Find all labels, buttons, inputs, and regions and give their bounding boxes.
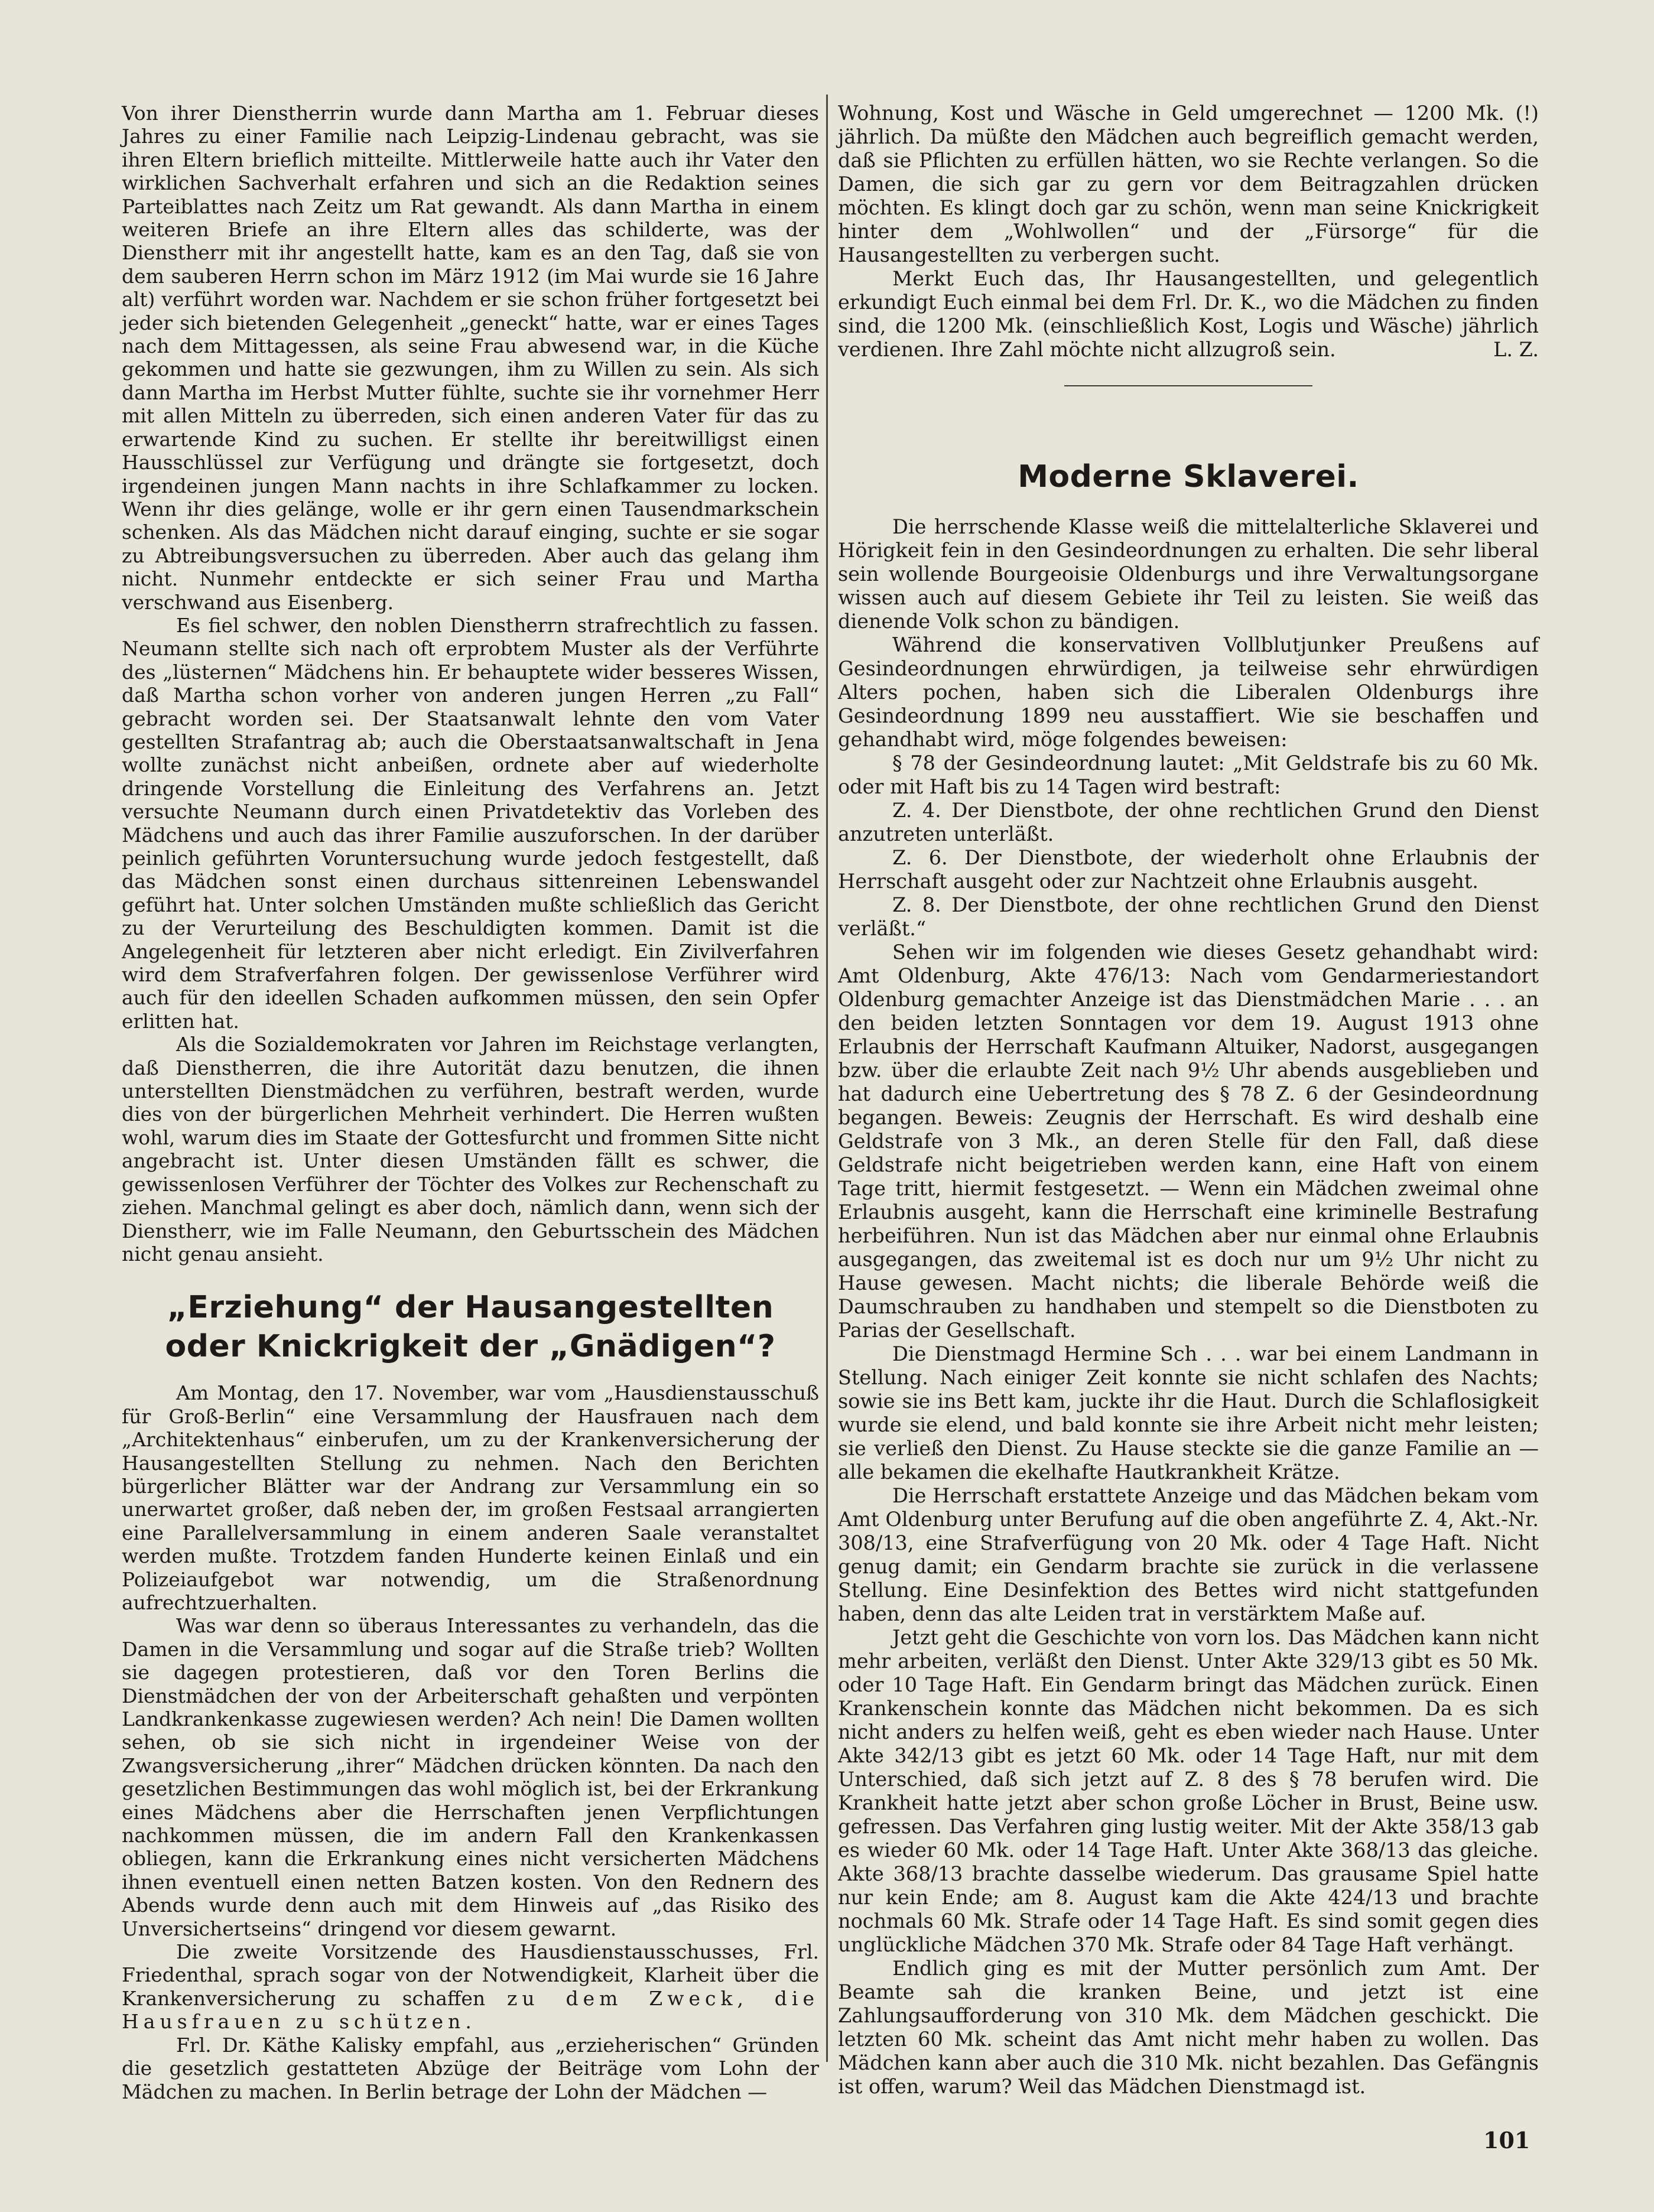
article-paragraph: Am Montag, den 17. November, war vom „Hausdienstausschuß für Groß-Berlin“ eine Versammlung der Hausfrauen nach dem „Architektenhaus“ einberufen, um zu der Krankenversicherung der Hausangestellten Stellung zu nehmen. Nach den Berichten bürgerlicher Blätter war der Andrang zur Versammlung ein so unerwartet großer, daß neben der, im großen Festsaal arrangierten eine Parallelversammlung in einem anderen Saale veranstaltet werden mußte. Trotzdem fanden Hunderte keinen Einlaß und ein Polizeiaufgebot war notwendig, um die Straßenordnung aufrechtzuerhalten. <box>122 1381 819 1614</box>
article-paragraph <box>838 267 1539 362</box>
article-paragraph: Z. 6. Der Dienstbote, der wiederholt ohne Erlaubnis der Herrschaft ausgeht oder zur Nachtzeit ohne Erlaubnis ausgeht. <box>838 846 1539 893</box>
article-paragraph: Die herrschende Klasse weiß die mittelalterliche Sklaverei und Hörigkeit fein in den Gesindeordnungen zu erhalten. Die sehr liberal sein wollende Bourgeoisie Oldenburgs und ihre Verwaltungsorgane wissen auch auf diesem Gebiete ihr Teil zu leisten. Sie weiß das dienende Volk schon zu bändigen. <box>838 515 1539 633</box>
article-paragraph: Es fiel schwer, den noblen Dienstherrn strafrechtlich zu fassen. Neumann stellte sich nach oft erprobtem Muster als der Verführte des „lüsternen“ Mädchens hin. Er behauptete wider besseres Wissen, daß Martha schon vorher von anderen jungen Herren „zu Fall“ gebracht worden sei. Der Staatsanwalt lehnte den vom Vater gestellten Strafantrag ab; auch die Oberstaatsanwaltschaft in Jena wollte zunächst nicht anbeißen, ordnete aber auf wiederholte dringende Vorstellung die Einleitung des Verfahrens an. Jetzt versuchte Neumann durch einen Privatdetektiv das Vorleben des Mädchens und auch das ihrer Familie auszuforschen. In der darüber peinlich geführten Voruntersuchung wurde jedoch festgestellt, daß das Mädchen sonst einen durchaus sittenreinen Lebenswandel geführt hat. Unter solchen Umständen mußte schließlich das Gericht zu der Verurteilung des Beschuldigten kommen. Damit ist die Angelegenheit für letzteren aber nicht erledigt. Ein Zivilverfahren wird dem Strafverfahren folgen. Der gewissenlose Verführer wird auch für den ideellen Schaden aufkommen müssen, den sein Opfer erlitten hat. <box>122 613 819 1033</box>
article-paragraph: Z. 8. Der Dienstbote, der ohne rechtlichen Grund den Dienst verläßt.“ <box>838 893 1539 940</box>
article-paragraph <box>122 1940 819 2034</box>
section-separator <box>1064 385 1312 386</box>
article-headline: „Erziehung“ der Hausangestellten oder Knickrigkeit der „Gnädigen“? <box>165 1290 776 1365</box>
column-divider <box>826 95 828 2062</box>
article-paragraph: Endlich ging es mit der Mutter persönlich zum Amt. Der Beamte sah die kranken Beine, und jetzt ist eine Zahlungsaufforderung von 310 Mk. dem Mädchen geschickt. Die letzten 60 Mk. scheint das Amt nicht mehr haben zu wollen. Das Mädchen kann aber auch die 310 Mk. nicht bezahlen. Das Gefängnis ist offen, warum? Weil das Mädchen Dienstmagd ist. <box>838 1957 1539 2098</box>
article-paragraph: Während die konservativen Vollblutjunker Preußens auf Gesindeordnungen ehrwürdigen, ja teilweise sehr ehrwürdigen Alters pochen, haben sich die Liberalen Oldenburgs ihre Gesindeordnung 1899 neu ausstaffiert. Wie sie beschaffen und gehandhabt wird, möge folgendes beweisen: <box>838 633 1539 751</box>
spaced-phrase: zu dem Zweck, die Hausfrauen zu schützen. <box>122 1986 820 2034</box>
right-column <box>838 102 1539 2099</box>
article-paragraph: § 78 der Gesindeordnung lautet: „Mit Geldstrafe bis zu 60 Mk. oder mit Haft bis zu 14 Tagen wird bestraft: <box>838 752 1539 798</box>
article-paragraph: Jetzt geht die Geschichte von vorn los. Das Mädchen kann nicht mehr arbeiten, verläßt den Dienst. Unter Akte 329/13 gibt es 50 Mk. oder 10 Tage Haft. Ein Gendarm bringt das Mädchen zurück. Einen Krankenschein konnte das Mädchen nicht bekommen. Da es sich nicht anders zu helfen weiß, geht es eben wieder nach Hause. Unter Akte 342/13 gibt es jetzt 60 Mk. oder 14 Tage Haft, nur mit dem Unterschied, daß sich jetzt auf Z. 8 des § 78 berufen wird. Die Krankheit hatte jetzt aber schon große Löcher in Brust, Beine usw. gefressen. Das Verfahren ging lustig weiter. Mit der Akte 358/13 gab es wieder 60 Mk. oder 14 Tage Haft. Unter Akte 368/13 das gleiche. Akte 368/13 brachte dasselbe wiederum. Das grausame Spiel hatte nur kein Ende; am 8. August kam die Akte 424/13 und brachte nochmals 60 Mk. Strafe oder 14 Tage Haft. Es sind somit gegen dies unglückliche Mädchen 370 Mk. Strafe oder 84 Tage Haft verhängt. <box>838 1626 1539 1956</box>
article-paragraph: Sehen wir im folgenden wie dieses Gesetz gehandhabt wird: Amt Oldenburg, Akte 476/13: Nach vom Gendarmeriestandort Oldenburg gemachter Anzeige ist das Dienstmädchen Marie . . . an den beiden letzten Sonntagen vor dem 19. August 1913 ohne Erlaubnis der Herrschaft Kaufmann Altuiker, Nadorst, ausgegangen bzw. über die erlaubte Zeit nach 9½ Uhr abends ausgeblieben und hat dadurch eine Uebertretung des § 78 Z. 6 der Gesindeordnung begangen. Beweis: Zeugnis der Herrschaft. Es wird deshalb eine Geldstrafe von 3 Mk., an deren Stelle für den Fall, daß diese Geldstrafe nicht beigetrieben werden kann, eine Haft von einem Tage tritt, hiermit festgesetzt. — Wenn ein Mädchen zweimal ohne Erlaubnis ausgeht, kann die Herrschaft eine kriminelle Bestrafung herbeiführen. Nun ist das Mädchen aber nur einmal ohne Erlaubnis ausgegangen, das zweitemal ist es doch nur um 9½ Uhr nicht zu Hause gewesen. Macht nichts; die liberale Behörde weiß die Daumschrauben zu handhaben und stempelt so die Dienstboten zu Parias der Gesellschaft. <box>838 941 1539 1342</box>
page-number: 101 <box>1483 2127 1530 2154</box>
article-paragraph: Von ihrer Dienstherrin wurde dann Martha am 1. Februar dieses Jahres zu einer Familie nach Leipzig-Lindenau gebracht, was sie ihren Eltern brieflich mitteilte. Mittlerweile hatte auch ihr Vater den wirklichen Sachverhalt erfahren und sich an die Redaktion seines Parteiblattes nach Zeitz um Rat gewandt. Als dann Martha in einem weiteren Briefe an ihre Eltern alles das schilderte, was der Dienstherr mit ihr angestellt hatte, kam es an den Tag, daß sie von dem sauberen Herrn schon im März 1912 (im Mai wurde sie 16 Jahre alt) verführt worden war. Nachdem er sie schon früher fortgesetzt bei jeder sich bietenden Gelegenheit „geneckt“ hatte, war er eines Tages nach dem Mittagessen, als seine Frau abwesend war, in die Küche gekommen und hatte sie gezwungen, ihm zu Willen zu sein. Als sich dann Martha im Herbst Mutter fühlte, suchte sie ihr vornehmer Herr mit allen Mitteln zu überreden, sich einen anderen Vater für das zu erwartende Kind zu suchen. Er stellte ihr bereitwilligst einen Hausschlüssel zur Verfügung und drängte sie fortgesetzt, doch irgendeinen jungen Mann nachts in ihre Schlafkammer zu locken. Wenn ihr dies gelänge, wolle er ihr gern einen Tausendmarkschein schenken. Als das Mädchen nicht darauf einging, suchte er sie sogar zu Abtreibungsversuchen zu überreden. Aber auch das gelang ihm nicht. Nunmehr entdeckte er sich seiner Frau und Martha verschwand aus Eisenberg. <box>122 102 819 614</box>
article-headline: Moderne Sklaverei. <box>1018 459 1359 495</box>
author-signature: L. Z. <box>1493 338 1539 361</box>
article-paragraph: Die Dienstmagd Hermine Sch . . . war bei einem Landmann in Stellung. Nach einiger Zeit konnte sie nicht schlafen des Nachts; sowie sie ins Bett kam, juckte ihr die Haut. Durch die Schlaflosigkeit wurde sie elend, und bald konnte sie ihre Arbeit nicht mehr leisten; sie verließ den Dienst. Zu Hause steckte sie die ganze Familie an — alle bekamen die ekelhafte Hautkrankheit Krätze. <box>838 1342 1539 1484</box>
paragraph-text: Merkt Euch das, Ihr Hausangestellten, und gelegentlich erkundigt Euch einmal bei dem Frl. Dr. K., wo die Mädchen zu finden sind, die 1200 Mk. (einschließlich Kost, Logis und Wäsche) jährlich verdienen. Ihre Zahl möchte nicht allzugroß sein. <box>838 267 1539 361</box>
article-paragraph: Was war denn so überaus Interessantes zu verhandeln, das die Damen in die Versammlung und sogar auf die Straße trieb? Wollten sie dagegen protestieren, daß vor den Toren Berlins die Dienstmädchen der von der Arbeiterschaft gehaßten und verpönten Landkrankenkasse zugewiesen werden? Ach nein! Die Damen wollten sehen, ob sie sich nicht in irgendeiner Weise von der Zwangsversicherung „ihrer“ Mädchen drücken könnten. Da nach den gesetzlichen Bestimmungen das wohl möglich ist, bei der Erkrankung eines Mädchens aber die Herrschaften jenen Verpflichtungen nachkommen müssen, die im andern Fall den Krankenkassen obliegen, kann die Erkrankung eines nicht versicherten Mädchens ihnen eventuell einen netten Batzen kosten. Von den Rednern des Abends wurde denn auch mit dem Hinweis auf „das Risiko des Unversichertseins“ dringend vor diesem gewarnt. <box>122 1614 819 1940</box>
article-paragraph: Als die Sozialdemokraten vor Jahren im Reichstage verlangten, daß Dienstherren, die ihre Autorität dazu benutzen, die ihnen unterstellten Dienstmädchen zu verführen, bestraft werden, wurde dies von der bürgerlichen Mehrheit verhindert. Die Herren wußten wohl, warum dies im Staate der Gottesfurcht und frommen Sitte nicht angebracht ist. Unter diesen Umständen fällt es schwer, die gewissenlosen Verführer der Töchter des Volkes zur Rechenschaft zu ziehen. Manchmal gelingt es aber doch, nämlich dann, wenn sich der Dienstherr, wie im Falle Neumann, den Geburtsschein des Mädchen nicht genau ansieht. <box>122 1033 819 1266</box>
article-paragraph: Wohnung, Kost und Wäsche in Geld umgerechnet — 1200 Mk. (!) jährlich. Da müßte den Mädchen auch begreiflich gemacht werden, daß sie Pflichten zu erfüllen hätten, wo sie Rechte verlangen. So die Damen, die sich gar zu gern vor dem Beitragzahlen drücken möchten. Es klingt doch gar zu schön, wenn man seine Knickrigkeit hinter dem „Wohlwollen“ und der „Fürsorge“ für die Hausangestellten zu verbergen sucht. <box>838 102 1539 266</box>
article-paragraph: Die Herrschaft erstattete Anzeige und das Mädchen bekam vom Amt Oldenburg unter Berufung auf die oben angeführte Z. 4, Akt.-Nr. 308/13, eine Strafverfügung von 20 Mk. oder 4 Tage Haft. Nicht genug damit; ein Gendarm brachte sie zurück in die verlassene Stellung. Eine Desinfektion des Bettes wird nicht stattgefunden haben, denn das alte Leiden trat in verstärktem Maße auf. <box>838 1484 1539 1625</box>
left-column <box>122 102 819 2103</box>
paragraph-text: Die zweite Vorsitzende des Hausdienstausschusses, Frl. Friedenthal, sprach sogar von der Notwendigkeit, Klarheit über die Krankenversicherung zu schaffen <box>122 1940 819 2010</box>
article-paragraph: Z. 4. Der Dienstbote, der ohne rechtlichen Grund den Dienst anzutreten unterläßt. <box>838 799 1539 845</box>
article-paragraph: Frl. Dr. Käthe Kalisky empfahl, aus „erzieherischen“ Gründen die gesetzlich gestatteten Abzüge der Beiträge vom Lohn der Mädchen zu machen. In Berlin betrage der Lohn der Mädchen — <box>122 2033 819 2103</box>
